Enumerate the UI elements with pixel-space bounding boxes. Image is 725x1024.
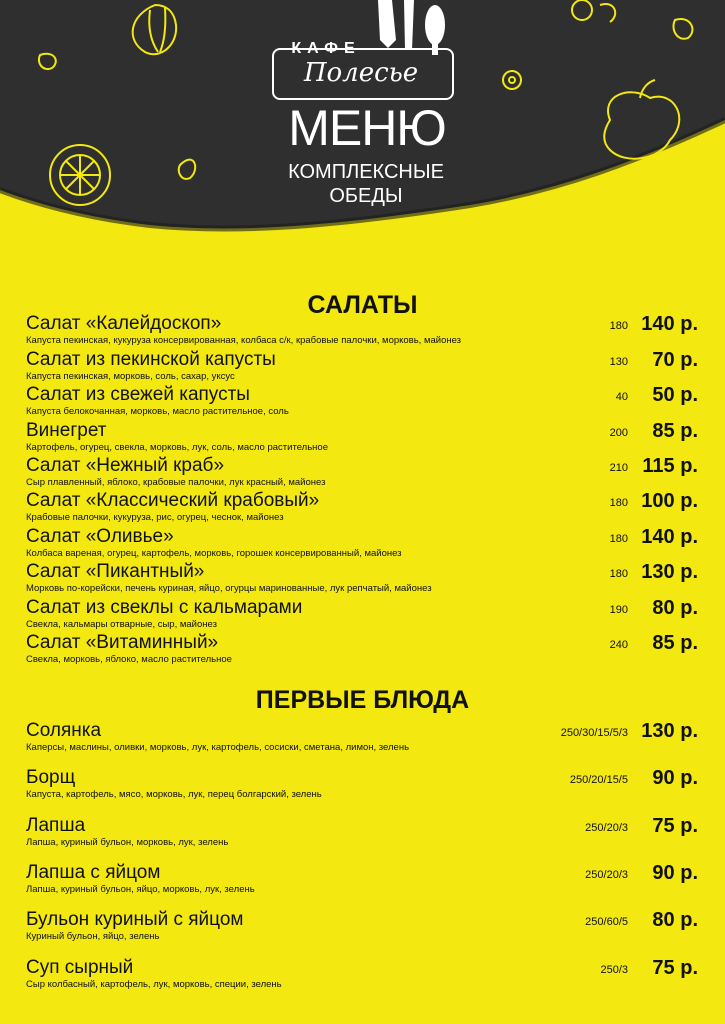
item-description: Свекла, кальмары отварные, сыр, майонез [26, 619, 217, 630]
item-weight: 250/30/15/5/3 [560, 727, 628, 739]
item-description: Сыр плавленный, яблоко, крабовые палочки, лук красный, майонез [26, 477, 326, 488]
item-name: Салат «Витаминный» [26, 632, 219, 653]
item-price: 75 р. [652, 957, 698, 979]
item-weight: 180 [609, 320, 628, 332]
item-price: 115 р. [642, 455, 698, 477]
item-price: 130 р. [641, 720, 698, 742]
item-weight: 40 [615, 391, 628, 403]
item-name: Солянка [26, 720, 102, 741]
section-title-soups: ПЕРВЫЕ БЛЮДА [255, 686, 470, 714]
item-description: Капуста пекинская, кукуруза консервированная, колбаса с/к, крабовые палочки, морковь, майонез [26, 335, 462, 346]
menu-subtitle-line2: ОБЕДЫ [329, 185, 403, 207]
item-description: Колбаса вареная, огурец, картофель, морковь, горошек консервированный, майонез [26, 548, 402, 559]
item-name: Салат «Калейдоскоп» [26, 313, 222, 334]
logo-cafe-label: КАФЕ [291, 40, 361, 57]
menu-item [26, 561, 698, 595]
item-weight: 180 [609, 497, 628, 509]
menu-item [26, 767, 698, 801]
item-name: Салат «Нежный краб» [26, 455, 225, 476]
menu-item [26, 909, 698, 943]
item-description: Куриный бульон, яйцо, зелень [26, 931, 160, 942]
item-weight: 200 [609, 427, 628, 439]
item-description: Капуста, картофель, мясо, морковь, лук, перец болгарский, зелень [26, 789, 322, 800]
section-title-salads: САЛАТЫ [307, 291, 418, 319]
item-price: 75 р. [652, 815, 698, 837]
item-name: Салат «Пикантный» [26, 561, 205, 582]
item-weight: 240 [609, 639, 628, 651]
item-price: 140 р. [641, 526, 698, 548]
item-price: 90 р. [652, 862, 698, 884]
item-price: 80 р. [652, 597, 698, 619]
item-price: 85 р. [652, 632, 698, 654]
item-name: Лапша с яйцом [26, 862, 161, 883]
item-name: Винегрет [26, 420, 107, 441]
item-name: Салат из свеклы с кальмарами [26, 597, 303, 618]
item-description: Капуста белокочанная, морковь, масло растительное, соль [26, 406, 289, 417]
menu-title: МЕНЮ [288, 100, 446, 156]
item-description: Крабовые палочки, кукуруза, рис, огурец, чеснок, майонез [26, 512, 284, 523]
menu-item [26, 632, 698, 666]
menu-item [26, 455, 698, 489]
item-name: Салат из пекинской капусты [26, 349, 276, 370]
item-name: Лапша [26, 815, 86, 836]
item-description: Сыр колбасный, картофель, лук, морковь, специи, зелень [26, 979, 282, 990]
item-name: Бульон куриный с яйцом [26, 909, 244, 930]
cutlery-icon [378, 0, 445, 55]
item-name: Салат «Классический крабовый» [26, 490, 320, 511]
item-description: Лапша, куриный бульон, морковь, лук, зелень [26, 837, 229, 848]
item-weight: 190 [609, 604, 628, 616]
item-weight: 130 [609, 356, 628, 368]
item-weight: 180 [609, 533, 628, 545]
menu-item [26, 862, 698, 896]
menu-item [26, 490, 698, 524]
item-description: Картофель, огурец, свекла, морковь, лук, соль, масло растительное [26, 442, 328, 453]
item-description: Капуста пекинская, морковь, соль, сахар, уксус [26, 371, 235, 382]
lemon-slice-icon [50, 145, 110, 205]
item-price: 100 р. [641, 490, 698, 512]
menu-subtitle-line1: КОМПЛЕКСНЫЕ [288, 161, 444, 183]
item-description: Каперсы, маслины, оливки, морковь, лук, картофель, сосиски, сметана, лимон, зелень [26, 742, 410, 753]
menu-item [26, 597, 698, 631]
item-price: 80 р. [652, 909, 698, 931]
menu-item [26, 349, 698, 383]
item-description: Лапша, куриный бульон, яйцо, морковь, лук, зелень [26, 884, 255, 895]
item-price: 85 р. [652, 420, 698, 442]
item-name: Борщ [26, 767, 76, 788]
item-price: 90 р. [652, 767, 698, 789]
item-price: 50 р. [652, 384, 698, 406]
menu-item [26, 420, 698, 454]
item-description: Морковь по-корейски, печень куриная, яйцо, огурцы маринованные, лук репчатый, майонез [26, 583, 432, 594]
menu-item [26, 384, 698, 418]
menu-item [26, 957, 698, 991]
item-weight: 210 [609, 462, 628, 474]
menu-item [26, 815, 698, 849]
menu-item [26, 526, 698, 560]
item-name: Салат из свежей капусты [26, 384, 250, 405]
item-weight: 250/20/15/5 [569, 774, 628, 786]
item-name: Суп сырный [26, 957, 134, 978]
item-weight: 250/3 [600, 964, 628, 976]
item-weight: 250/20/3 [585, 869, 628, 881]
item-name: Салат «Оливье» [26, 526, 174, 547]
item-price: 140 р. [641, 313, 698, 335]
item-weight: 250/60/5 [585, 916, 628, 928]
item-weight: 180 [609, 568, 628, 580]
item-description: Свекла, морковь, яблоко, масло растительное [26, 654, 232, 665]
item-price: 130 р. [641, 561, 698, 583]
menu-item [26, 313, 698, 347]
menu-item [26, 720, 698, 754]
logo-name: Полесье [303, 58, 419, 88]
item-weight: 250/20/3 [585, 822, 628, 834]
item-price: 70 р. [652, 349, 698, 371]
